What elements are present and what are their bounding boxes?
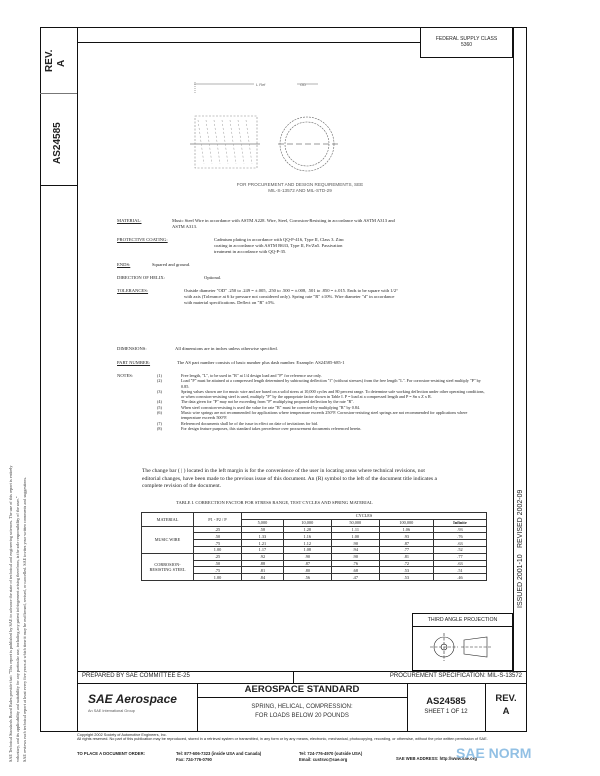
note-text: Spring values shown are for music wire and are based on a solid stress at 10,000 cycles and 80 percent range. To determine safe working deflection under other operating conditions, or when corrosion-resisting steel is used, multiply "P" by the appropriate factor shown in Table I. P = load at a compressed length and P = Sn x Z x R. xyxy=(181,388,485,400)
section-text: Optional. xyxy=(204,275,222,280)
section-tolerances xyxy=(117,288,507,318)
section-label: MATERIAL: xyxy=(117,218,142,223)
section-dimensions xyxy=(117,346,507,352)
tel-inside: Tel: 877-606-7323 (inside USA and Canada) xyxy=(176,751,262,756)
logo-text: SAE Aerospace xyxy=(88,692,177,706)
factor-cell: .63 xyxy=(433,560,486,567)
email-link[interactable]: Email: custsvc@sae.org xyxy=(299,756,348,762)
note-item xyxy=(157,378,487,389)
factor-cell: .81 xyxy=(242,567,284,574)
order-contacts-1 xyxy=(176,751,261,762)
table-row xyxy=(142,560,487,567)
section-text: All dimensions are in inches unless otherwise specified. xyxy=(175,346,278,351)
factor-cell: 1.12 xyxy=(283,540,331,547)
revision-block xyxy=(485,692,527,718)
ratio-cell: 1.00 xyxy=(194,546,242,553)
fax: Fax: 724-776-0790 xyxy=(176,756,212,762)
table-row xyxy=(142,567,487,574)
factor-cell: 1.28 xyxy=(283,526,331,533)
procurement-spec: PROCUREMENT SPECIFICATION: MIL-S-13572 xyxy=(389,673,522,679)
header-cycles: CYCLES xyxy=(242,513,487,520)
factor-cell: .93 xyxy=(379,533,433,540)
note-item xyxy=(157,410,487,421)
revised-date: REVISED 2002-09 xyxy=(517,489,524,548)
factor-cell: 1.00 xyxy=(331,533,379,540)
issued-date: ISSUED 2001-10 xyxy=(517,554,524,608)
note-number: (3) xyxy=(157,388,162,394)
factor-cell: .81 xyxy=(379,553,433,560)
document-number: AS24585 xyxy=(426,696,466,707)
federal-supply-label: FEDERAL SUPPLY CLASS xyxy=(435,36,498,42)
ratio-cell: .75 xyxy=(194,567,242,574)
factor-cell: .87 xyxy=(379,540,433,547)
factor-cell: .53 xyxy=(379,574,433,581)
projection-box xyxy=(412,613,513,671)
factor-cell: 1.08 xyxy=(283,546,331,553)
material-cell: CORROSION-RESISTING STEEL xyxy=(142,553,194,580)
section-part-number xyxy=(117,360,507,366)
note-number: (8) xyxy=(157,425,162,431)
logo-subtitle: An SAE International Group xyxy=(88,709,135,713)
section-text: Outside diameter "OD" .250 to .249 = ±.005, .250 to .500 = ±.008, .501 to .850 = ±.015. Ends to be square with 1/2° with axis (Tolerance at 6 kr pressure not considered only). Spring rate "R" ±10%. Wire diameter "d" in accordance with material specifications. Deflect on "R" ±5%. xyxy=(184,288,398,305)
factor-cell: .84 xyxy=(242,574,284,581)
note-number: (1) xyxy=(157,373,162,378)
factor-cell: .47 xyxy=(331,574,379,581)
table-row xyxy=(142,540,487,547)
side-rev-label: REV. xyxy=(44,49,55,72)
factor-cell: .92 xyxy=(242,553,284,560)
note-text: Load "P" must be attained at a compressed length determined by subtracting deflection "f" (without stresses) from the free length "L". For corrosion-resisting steel multiply "P" by 0.85. xyxy=(181,378,481,389)
factor-cell: .58 xyxy=(242,526,284,533)
projection-label: THIRD ANGLE PROJECTION xyxy=(413,614,512,627)
factor-cell: .93 xyxy=(433,526,486,533)
note-number: (5) xyxy=(157,404,162,410)
table-row xyxy=(142,546,487,553)
correction-factor-table xyxy=(141,512,487,581)
table-row xyxy=(142,533,487,540)
federal-supply-value: 5360 xyxy=(460,42,473,48)
header-cycle: 5,000 xyxy=(242,519,284,526)
section-label: DIRECTION OF HELIX: xyxy=(117,275,165,280)
section-coating xyxy=(117,237,507,255)
factor-cell: .94 xyxy=(331,546,379,553)
header-cycle: 100,000 xyxy=(379,519,433,526)
factor-cell: .77 xyxy=(433,553,486,560)
note-number: (2) xyxy=(157,378,162,384)
section-label: ENDS: xyxy=(117,262,131,267)
note-item xyxy=(157,389,487,400)
ratio-cell: .50 xyxy=(194,533,242,540)
factor-cell: 1.06 xyxy=(379,526,433,533)
tel-outside: Tel: 724-776-4970 (outside USA) xyxy=(299,751,363,756)
section-label: PART NUMBER: xyxy=(117,360,151,365)
spring-drawing xyxy=(190,78,350,178)
factor-cell: .90 xyxy=(331,540,379,547)
note-number: (7) xyxy=(157,420,162,426)
factor-cell: .46 xyxy=(433,574,486,581)
side-rev: A xyxy=(56,59,67,67)
margin-notice-2: voluntary, and its applicability and suitability for any particular use, including any patent infringement arising therefrom, is the sole responsibility of the user." xyxy=(15,496,20,762)
factor-cell: .90 xyxy=(331,553,379,560)
header-cycle: 50,000 xyxy=(331,519,379,526)
side-doc-number: AS24585 xyxy=(52,122,63,164)
drawing-caption-1: FOR PROCUREMENT AND DESIGN REQUIREMENTS, SEE xyxy=(236,182,364,187)
note-text: For design feature purposes, this standard takes precedence over procurement documents referenced herein. xyxy=(181,425,362,431)
dim-length: L Ref xyxy=(256,82,266,87)
section-helix xyxy=(117,275,507,281)
federal-supply-box xyxy=(420,27,513,58)
section-ends xyxy=(117,262,507,268)
factor-cell: .56 xyxy=(283,574,331,581)
factor-cell: .80 xyxy=(283,567,331,574)
header-cycle: 10,000 xyxy=(283,519,331,526)
ratio-cell: .50 xyxy=(194,560,242,567)
note-number: (4) xyxy=(157,399,162,405)
factor-cell: 1.16 xyxy=(283,533,331,540)
factor-cell: 1.17 xyxy=(242,546,284,553)
rev-label: REV. xyxy=(495,693,517,704)
factor-cell: .88 xyxy=(242,560,284,567)
factor-cell: .76 xyxy=(331,560,379,567)
margin-notice-3: SAE reviews each technical report at least every five years at which time it may be reaffirmed, revised, or cancelled. SAE invites your written comments and suggestions. xyxy=(22,476,27,762)
section-material xyxy=(117,218,507,232)
notes-label: NOTES: xyxy=(117,373,134,378)
section-label: TOLERANCES: xyxy=(117,288,149,293)
ratio-cell: 1.00 xyxy=(194,574,242,581)
note-text: Referenced documents shall be of the issue in effect on date of invitations for bid. xyxy=(181,420,319,426)
note-text: When steel corrosion-resisting is used the value for rate "R" must be corrected by multiplying "R" by 0.84. xyxy=(181,404,361,410)
factor-cell: .53 xyxy=(379,567,433,574)
section-text: Cadmium plating in accordance with QQ-P-416, Type II, Class 3. Zinc coating in accordance with ASTM B633, Type II, Fe/Zn5. Passivation treatment in accordance with QQ-P-35. xyxy=(214,237,345,254)
note-item xyxy=(157,426,487,431)
third-angle-projection-icon xyxy=(413,627,512,670)
section-text: The AS part number consists of basic number plus dash number. Example: AS24585-685-1 xyxy=(177,360,345,365)
factor-cell: .68 xyxy=(331,567,379,574)
note-text: Free length, "L", to be used in "R" at 1/4 design load and "P" for reference use only. xyxy=(181,373,322,378)
copyright: Copyright 2002 Society of Automotive Engineers, Inc. xyxy=(77,733,167,737)
section-text: Music Steel Wire in accordance with ASTM A228. Wire, Steel, Corrosion-Resisting in accordance with ASTM A313 and ASTM A313. xyxy=(172,218,395,229)
rights-notice: All rights reserved. No part of this publication may be reproduced, stored in a retrieval system or transmitted, in any form or by any means, electronic, mechanical, photocopying, recording, or otherwise, without the prior written permission of SAE. xyxy=(77,737,488,742)
table-row xyxy=(142,574,487,581)
header-ratio: P1 - P2 / P xyxy=(194,513,242,527)
factor-cell: .76 xyxy=(433,533,486,540)
factor-cell: .87 xyxy=(283,560,331,567)
document-category: AEROSPACE STANDARD xyxy=(244,684,360,695)
section-label: PROTECTIVE COATING: xyxy=(117,237,168,242)
margin-notice-1: SAE Technical Standards Board Rules provide that: "This report is published by SAE to advance the state of technical and engineering sciences. The use of this report is entirely xyxy=(8,465,13,762)
footer-legal xyxy=(77,733,527,742)
material-cell: MUSIC WIRE xyxy=(142,526,194,553)
drawing-caption xyxy=(200,182,400,194)
note-text: Music wire springs are not recommended for applications where temperature exceeds 250°F. Corrosion-resisting steel springs are not recommended for applications where temperature exceeds 500°F. xyxy=(181,410,468,421)
header-cycle: Infinite xyxy=(433,519,486,526)
order-contacts-2 xyxy=(299,751,362,762)
note-number: (6) xyxy=(157,410,162,416)
factor-cell: 1.21 xyxy=(242,540,284,547)
factor-cell: .51 xyxy=(433,567,486,574)
change-bar-note: The change bar ( | ) located in the left margin is for the convenience of the user in locating areas where technical revisions, not editorial changes, have been made to the previous issue of this document. An (R) symbol to the left of the document title indicates a complete revision of the document. xyxy=(142,468,437,489)
order-label: TO PLACE A DOCUMENT ORDER: xyxy=(77,751,146,756)
ratio-cell: .25 xyxy=(194,553,242,560)
section-text: Squared and ground. xyxy=(152,262,191,267)
prepared-by: PREPARED BY SAE COMMITTEE E-25 xyxy=(82,673,190,679)
factor-cell: .63 xyxy=(433,540,486,547)
factor-cell: 1.11 xyxy=(331,526,379,533)
ratio-cell: .75 xyxy=(194,540,242,547)
note-text: The data given for "P" may not be exceeding from "P" multiplying proposed deflection by the rate "R". xyxy=(181,399,355,405)
web-address[interactable]: SAE WEB ADDRESS: http://www.sae.org xyxy=(396,756,477,761)
dim-diameter: OD xyxy=(300,82,306,87)
section-label: DIMENSIONS: xyxy=(117,346,147,351)
rev-value: A xyxy=(502,706,510,717)
factor-cell: .77 xyxy=(379,546,433,553)
factor-cell: .90 xyxy=(283,553,331,560)
header-material: MATERIAL xyxy=(142,513,194,527)
factor-cell: .72 xyxy=(379,560,433,567)
sae-norm-watermark: SAE NORM xyxy=(456,745,532,761)
ratio-cell: .25 xyxy=(194,526,242,533)
sae-aerospace-logo xyxy=(88,692,177,706)
drawing-caption-2: MIL-S-13572 AND MIL-STD-29 xyxy=(268,188,332,193)
table-title: TABLE I. CORRECTION FACTOR FOR STRESS RANGE, TEST CYCLES AND SPRING MATERIAL xyxy=(176,500,373,505)
factor-cell: .52 xyxy=(433,546,486,553)
title-line-2: FOR LOADS BELOW 20 POUNDS xyxy=(255,713,349,719)
title-line-1: SPRING, HELICAL, COMPRESSION: xyxy=(251,704,353,710)
table-row xyxy=(142,553,487,560)
factor-cell: 1.33 xyxy=(242,533,284,540)
table-row xyxy=(142,526,487,533)
document-title xyxy=(197,703,407,721)
sheet-number: SHEET 1 OF 12 xyxy=(424,709,468,715)
